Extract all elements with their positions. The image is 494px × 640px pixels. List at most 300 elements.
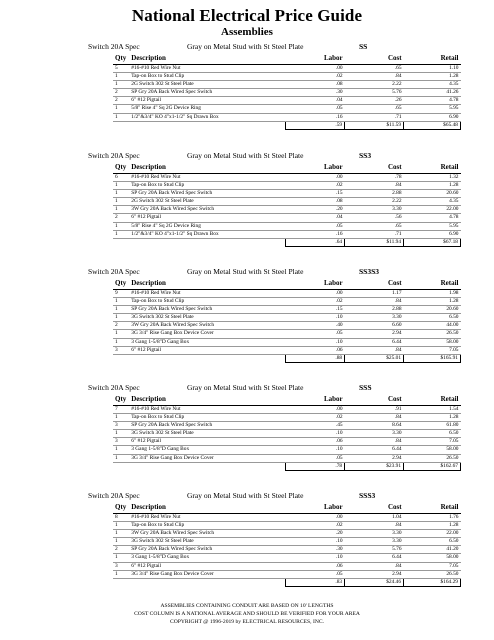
table-row [113,314,461,322]
description-cell: 2G Switch 302 St Steel Plate [129,198,285,206]
description-cell: 3G Switch 302 St Steel Plate [129,430,285,438]
labor-total: .83 [286,578,345,586]
description-cell: 3W Gry 20A Back Wired Spec Switch [129,322,285,330]
table-header-row [113,503,461,514]
qty-cell: 1 [113,446,129,454]
qty-cell: 1 [113,306,129,314]
table-header-row [113,54,461,65]
labor-cell: .10 [286,538,345,546]
column-header-description: Description [129,279,285,290]
description-cell: 1/2"&3/4" KO 4"x1-1/2" Sq Drawn Box [129,230,285,238]
table-row [113,222,461,230]
section-code: SS [359,42,368,51]
retail-cell: 6.50 [404,538,461,546]
page-title: National Electrical Price Guide [131,6,363,25]
table-row [113,230,461,238]
column-header-qty: Qty [113,395,129,406]
cost-total: $25.01 [345,354,404,362]
assembly-section [88,381,468,471]
retail-cell: 41.26 [404,89,461,97]
labor-cell: .04 [286,214,345,222]
qty-cell: 2 [113,322,129,330]
qty-cell: 1 [113,81,129,89]
qty-cell: 1 [113,414,129,422]
description-cell: SP Gry 20A Back Wired Spec Switch [129,546,285,554]
description-cell: #16-#10 Red Wire Nut [129,65,285,73]
section-header [88,40,468,54]
labor-cell: .10 [286,314,345,322]
assembly-table [113,503,461,587]
description-cell: Tap-on Box to Stud Clip [129,73,285,81]
retail-cell: 44.00 [404,322,461,330]
qty-cell: 1 [113,298,129,306]
cost-cell: .84 [345,298,404,306]
section-code: SS3 [359,151,372,160]
table-row [113,530,461,538]
labor-total: .59 [286,121,345,129]
column-header-cost: Cost [345,395,404,406]
description-cell: 3G 3/4" Rise Gang Box Device Cover [129,330,285,338]
cost-total: $11.59 [345,121,404,129]
total-spacer [129,238,285,246]
retail-cell: 5.95 [404,105,461,113]
labor-cell: .20 [286,206,345,214]
section-spec: Switch 20A Spec [88,267,140,276]
labor-cell: .16 [286,230,345,238]
retail-cell: 7.05 [404,438,461,446]
retail-cell: 6.50 [404,430,461,438]
assembly-table [113,163,461,247]
cost-cell: .78 [345,174,404,182]
column-header-description: Description [129,163,285,174]
retail-cell: 22.00 [404,206,461,214]
qty-cell: 1 [113,338,129,346]
table-row [113,570,461,578]
total-spacer [113,354,129,362]
column-header-labor: Labor [286,163,345,174]
retail-cell: 20.60 [404,306,461,314]
table-row [113,430,461,438]
labor-total: .64 [286,238,345,246]
labor-cell: .10 [286,338,345,346]
table-row [113,562,461,570]
qty-cell: 2 [113,89,129,97]
section-header [88,381,468,395]
retail-cell: 26.50 [404,454,461,462]
cost-cell: .84 [345,522,404,530]
retail-cell: 58.00 [404,554,461,562]
assembly-section [88,149,468,247]
description-cell: 5/8" Rise 4" Sq 2G Device Ring [129,222,285,230]
table-row [113,322,461,330]
labor-cell: .00 [286,290,345,298]
table-row [113,65,461,73]
column-header-cost: Cost [345,163,404,174]
footer-line: ASSEMBLIES CONTAINING CONDUIT ARE BASED ON 10' LENGTHS [160,603,334,609]
description-cell: 3 Gang 1-5/8"D Gang Box [129,338,285,346]
labor-cell: .04 [286,97,345,105]
column-header-description: Description [129,54,285,65]
footer-line: COPYRIGHT @ 1996-2019 by ELECTRICAL RESOURCES, INC. [169,619,324,625]
table-header-row [113,163,461,174]
cost-cell: 5.76 [345,89,404,97]
total-row [113,238,461,246]
table-row [113,206,461,214]
retail-cell: 1.76 [404,514,461,522]
section-header [88,149,468,163]
labor-total: .88 [286,354,345,362]
description-cell: 3G Switch 302 St Steel Plate [129,314,285,322]
cost-cell: .65 [345,222,404,230]
qty-cell: 1 [113,222,129,230]
cost-cell: .71 [345,230,404,238]
qty-cell: 1 [113,538,129,546]
qty-cell: 1 [113,454,129,462]
retail-cell: 26.50 [404,570,461,578]
table-header-row [113,279,461,290]
column-header-description: Description [129,395,285,406]
description-cell: 3G Switch 302 St Steel Plate [129,538,285,546]
assembly-section [88,489,468,587]
description-cell: 3G 3/4" Rise Gang Box Device Cover [129,570,285,578]
qty-cell: 7 [113,406,129,414]
cost-cell: 1.04 [345,514,404,522]
retail-cell: 4.35 [404,198,461,206]
retail-total: $65.48 [404,121,461,129]
retail-cell: 4.35 [404,81,461,89]
table-row [113,338,461,346]
cost-cell: 6.44 [345,446,404,454]
labor-cell: .06 [286,438,345,446]
qty-cell: 1 [113,198,129,206]
assembly-table [113,279,461,363]
section-code: SSS [359,383,372,392]
table-row [113,89,461,97]
total-spacer [129,354,285,362]
labor-cell: .10 [286,554,345,562]
assembly-table [113,54,461,130]
qty-cell: 3 [113,438,129,446]
cost-cell: .84 [345,182,404,190]
description-cell: 3 Gang 1-5/8"D Gang Box [129,554,285,562]
retail-cell: 22.00 [404,530,461,538]
labor-cell: .10 [286,446,345,454]
cost-total: $11.94 [345,238,404,246]
qty-cell: 3 [113,422,129,430]
retail-total: $165.91 [404,354,461,362]
description-cell: Tap-on Box to Stud Clip [129,182,285,190]
qty-cell: 3 [113,346,129,354]
labor-cell: .06 [286,346,345,354]
description-cell: #16-#10 Red Wire Nut [129,290,285,298]
retail-cell: 61.80 [404,422,461,430]
description-cell: 6" #12 Pigtail [129,97,285,105]
labor-cell: .30 [286,89,345,97]
qty-cell: 5 [113,65,129,73]
retail-cell: 6.50 [404,314,461,322]
description-cell: #16-#10 Red Wire Nut [129,174,285,182]
retail-cell: 7.05 [404,346,461,354]
qty-cell: 1 [113,522,129,530]
labor-cell: .02 [286,522,345,530]
labor-cell: .08 [286,81,345,89]
cost-total: $24.46 [345,578,404,586]
table-row [113,298,461,306]
table-row [113,214,461,222]
section-description: Gray on Metal Stud with St Steel Plate [187,267,304,276]
description-cell: 1/2"&3/4" KO 4"x1-1/2" Sq Drawn Box [129,113,285,121]
retail-cell: 58.00 [404,446,461,454]
labor-cell: .05 [286,222,345,230]
cost-cell: 3.30 [345,538,404,546]
table-row [113,546,461,554]
column-header-retail: Retail [404,503,461,514]
column-header-qty: Qty [113,163,129,174]
retail-cell: 4.78 [404,97,461,105]
description-cell: #16-#10 Red Wire Nut [129,514,285,522]
table-row [113,454,461,462]
total-spacer [113,238,129,246]
table-row [113,422,461,430]
table-row [113,330,461,338]
cost-total: $23.91 [345,462,404,470]
description-cell: 3W Gry 20A Back Wired Spec Switch [129,206,285,214]
column-header-qty: Qty [113,503,129,514]
retail-cell: 1.98 [404,290,461,298]
labor-cell: .05 [286,330,345,338]
labor-cell: .02 [286,182,345,190]
qty-cell: 9 [113,290,129,298]
labor-cell: .16 [286,113,345,121]
table-row [113,81,461,89]
table-row [113,97,461,105]
retail-cell: 1.28 [404,73,461,81]
table-row [113,105,461,113]
total-row [113,462,461,470]
labor-cell: .30 [286,546,345,554]
total-spacer [113,121,129,129]
table-row [113,73,461,81]
assembly-section [88,265,468,363]
labor-cell: .05 [286,105,345,113]
cost-cell: 2.88 [345,306,404,314]
labor-cell: .20 [286,530,345,538]
qty-cell: 1 [113,554,129,562]
section-description: Gray on Metal Stud with St Steel Plate [187,151,304,160]
table-row [113,438,461,446]
qty-cell: 1 [113,530,129,538]
cost-cell: 5.76 [345,546,404,554]
section-description: Gray on Metal Stud with St Steel Plate [187,42,304,51]
labor-cell: .05 [286,454,345,462]
footer-line: COST COLUMN IS A NATIONAL AVERAGE AND SHOULD BE VERIFIED FOR YOUR AREA [134,611,360,617]
retail-cell: 5.95 [404,222,461,230]
retail-cell: 20.60 [404,190,461,198]
cost-cell: 3.30 [345,206,404,214]
column-header-description: Description [129,503,285,514]
labor-cell: .02 [286,414,345,422]
total-row [113,121,461,129]
qty-cell: 1 [113,230,129,238]
qty-cell: 1 [113,190,129,198]
retail-cell: 1.32 [404,174,461,182]
description-cell: 6" #12 Pigtail [129,214,285,222]
cost-cell: .84 [345,414,404,422]
column-header-qty: Qty [113,54,129,65]
labor-cell: .45 [286,422,345,430]
table-row [113,406,461,414]
retail-cell: 6.90 [404,230,461,238]
section-description: Gray on Metal Stud with St Steel Plate [187,383,304,392]
cost-cell: 2.22 [345,198,404,206]
labor-cell: .02 [286,298,345,306]
section-header [88,265,468,279]
description-cell: 3 Gang 1-5/8"D Gang Box [129,446,285,454]
column-header-retail: Retail [404,395,461,406]
qty-cell: 1 [113,206,129,214]
cost-cell: 2.94 [345,570,404,578]
qty-cell: 6 [113,174,129,182]
assembly-table [113,395,461,471]
description-cell: 2G Switch 302 St Steel Plate [129,81,285,89]
column-header-cost: Cost [345,279,404,290]
labor-cell: .00 [286,174,345,182]
retail-cell: 1.28 [404,522,461,530]
table-row [113,190,461,198]
cost-cell: 6.44 [345,554,404,562]
total-spacer [113,462,129,470]
description-cell: 6" #12 Pigtail [129,438,285,446]
labor-cell: .10 [286,430,345,438]
retail-cell: 58.00 [404,338,461,346]
column-header-cost: Cost [345,503,404,514]
total-spacer [113,578,129,586]
labor-cell: .00 [286,514,345,522]
description-cell: SP Gry 20A Back Wired Spec Switch [129,306,285,314]
retail-cell: 41.20 [404,546,461,554]
cost-cell: .65 [345,65,404,73]
labor-cell: .06 [286,562,345,570]
table-row [113,290,461,298]
column-header-labor: Labor [286,503,345,514]
cost-cell: 2.22 [345,81,404,89]
cost-cell: .71 [345,113,404,121]
cost-cell: .84 [345,438,404,446]
section-code: SS3S3 [359,267,380,276]
cost-cell: .84 [345,73,404,81]
qty-cell: 1 [113,182,129,190]
retail-cell: 26.50 [404,330,461,338]
table-row [113,538,461,546]
table-row [113,306,461,314]
column-header-qty: Qty [113,279,129,290]
qty-cell: 1 [113,105,129,113]
column-header-labor: Labor [286,279,345,290]
column-header-labor: Labor [286,395,345,406]
labor-cell: .00 [286,65,345,73]
description-cell: 6" #12 Pigtail [129,562,285,570]
labor-cell: .05 [286,570,345,578]
cost-cell: .56 [345,214,404,222]
column-header-cost: Cost [345,54,404,65]
cost-cell: .91 [345,406,404,414]
section-spec: Switch 20A Spec [88,42,140,51]
column-header-retail: Retail [404,54,461,65]
labor-cell: .15 [286,306,345,314]
cost-cell: 2.88 [345,190,404,198]
column-header-retail: Retail [404,279,461,290]
description-cell: 3G 3/4" Rise Gang Box Device Cover [129,454,285,462]
qty-cell: 2 [113,546,129,554]
retail-cell: 1.54 [404,406,461,414]
qty-cell: 1 [113,113,129,121]
cost-cell: .26 [345,97,404,105]
labor-cell: .00 [286,406,345,414]
total-spacer [129,578,285,586]
description-cell: SP Gry 20A Back Wired Spec Switch [129,422,285,430]
retail-cell: 4.78 [404,214,461,222]
retail-cell: 1.28 [404,182,461,190]
table-row [113,414,461,422]
labor-cell: .40 [286,322,345,330]
description-cell: Tap-on Box to Stud Clip [129,298,285,306]
section-spec: Switch 20A Spec [88,491,140,500]
description-cell: #16-#10 Red Wire Nut [129,406,285,414]
qty-cell: 1 [113,330,129,338]
labor-cell: .08 [286,198,345,206]
page-subtitle: Assemblies [221,26,273,38]
description-cell: SP Gry 20A Back Wired Spec Switch [129,190,285,198]
cost-cell: 3.30 [345,530,404,538]
retail-total: $164.29 [404,578,461,586]
retail-cell: 1.10 [404,65,461,73]
assembly-section [88,40,468,130]
retail-total: $162.67 [404,462,461,470]
cost-cell: .84 [345,346,404,354]
labor-cell: .15 [286,190,345,198]
qty-cell: 1 [113,430,129,438]
cost-cell: 6.44 [345,338,404,346]
section-spec: Switch 20A Spec [88,151,140,160]
table-row [113,522,461,530]
total-row [113,578,461,586]
cost-cell: 6.60 [345,322,404,330]
description-cell: Tap-on Box to Stud Clip [129,414,285,422]
qty-cell: 1 [113,570,129,578]
retail-cell: 1.28 [404,414,461,422]
section-description: Gray on Metal Stud with St Steel Plate [187,491,304,500]
retail-total: $67.18 [404,238,461,246]
cost-cell: 2.94 [345,454,404,462]
total-spacer [129,462,285,470]
column-header-retail: Retail [404,163,461,174]
retail-cell: 7.05 [404,562,461,570]
qty-cell: 1 [113,314,129,322]
section-header [88,489,468,503]
table-row [113,514,461,522]
table-row [113,554,461,562]
column-header-labor: Labor [286,54,345,65]
cost-cell: 1.17 [345,290,404,298]
table-row [113,174,461,182]
cost-cell: 8.64 [345,422,404,430]
qty-cell: 2 [113,214,129,222]
description-cell: 5/8" Rise 4" Sq 2G Device Ring [129,105,285,113]
qty-cell: 8 [113,514,129,522]
table-row [113,182,461,190]
table-row [113,346,461,354]
table-row [113,113,461,121]
